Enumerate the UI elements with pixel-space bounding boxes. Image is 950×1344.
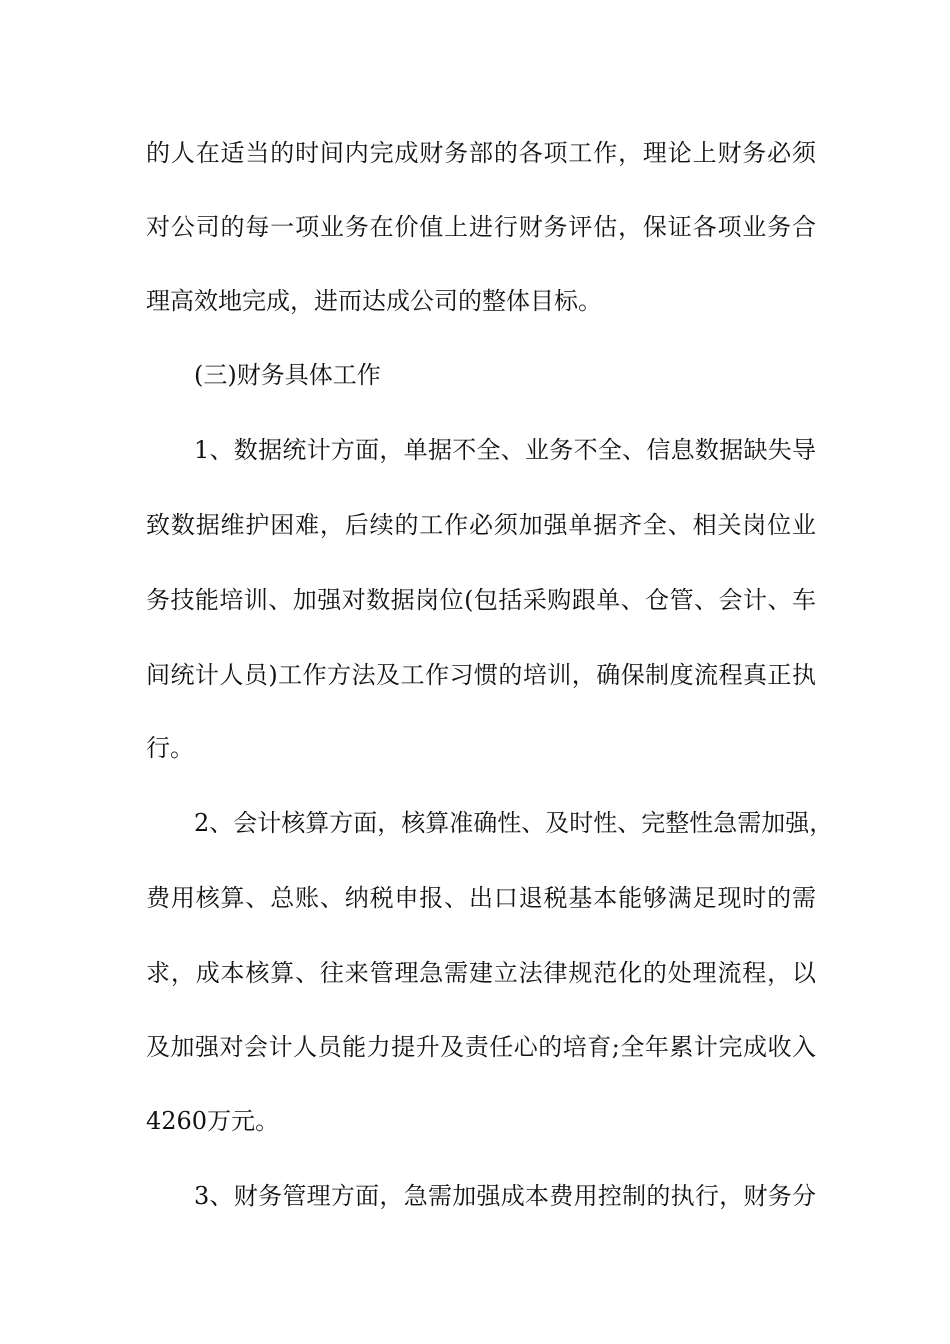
list-item-line: 及加强对会计人员能力提升及责任心的培育;全年累计完成收入 <box>146 1033 816 1061</box>
paragraph-line: 对公司的每一项业务在价值上进行财务评估，保证各项业务合 <box>146 213 816 241</box>
list-item-line: 间统计人员)工作方法及工作习惯的培训，确保制度流程真正执 <box>146 661 816 689</box>
section-heading: (三)财务具体工作 <box>194 361 381 389</box>
list-item-line: 行。 <box>146 734 194 762</box>
list-item-line: 3、财务管理方面，急需加强成本费用控制的执行，财务分 <box>194 1182 816 1210</box>
list-item-line: 1、数据统计方面，单据不全、业务不全、信息数据缺失导 <box>194 436 816 464</box>
list-item-line: 求，成本核算、往来管理急需建立法律规范化的处理流程，以 <box>146 959 816 987</box>
paragraph-line: 理高效地完成，进而达成公司的整体目标。 <box>146 287 602 315</box>
paragraph-line: 的人在适当的时间内完成财务部的各项工作，理论上财务必须 <box>146 139 816 167</box>
list-item-line: 2、会计核算方面，核算准确性、及时性、完整性急需加强， <box>194 809 834 837</box>
list-item-line: 4260万元。 <box>146 1107 280 1135</box>
list-item-line: 致数据维护困难，后续的工作必须加强单据齐全、相关岗位业 <box>146 511 816 539</box>
list-item-line: 费用核算、总账、纳税申报、出口退税基本能够满足现时的需 <box>146 884 816 912</box>
list-item-line: 务技能培训、加强对数据岗位(包括采购跟单、仓管、会计、车 <box>146 586 816 614</box>
